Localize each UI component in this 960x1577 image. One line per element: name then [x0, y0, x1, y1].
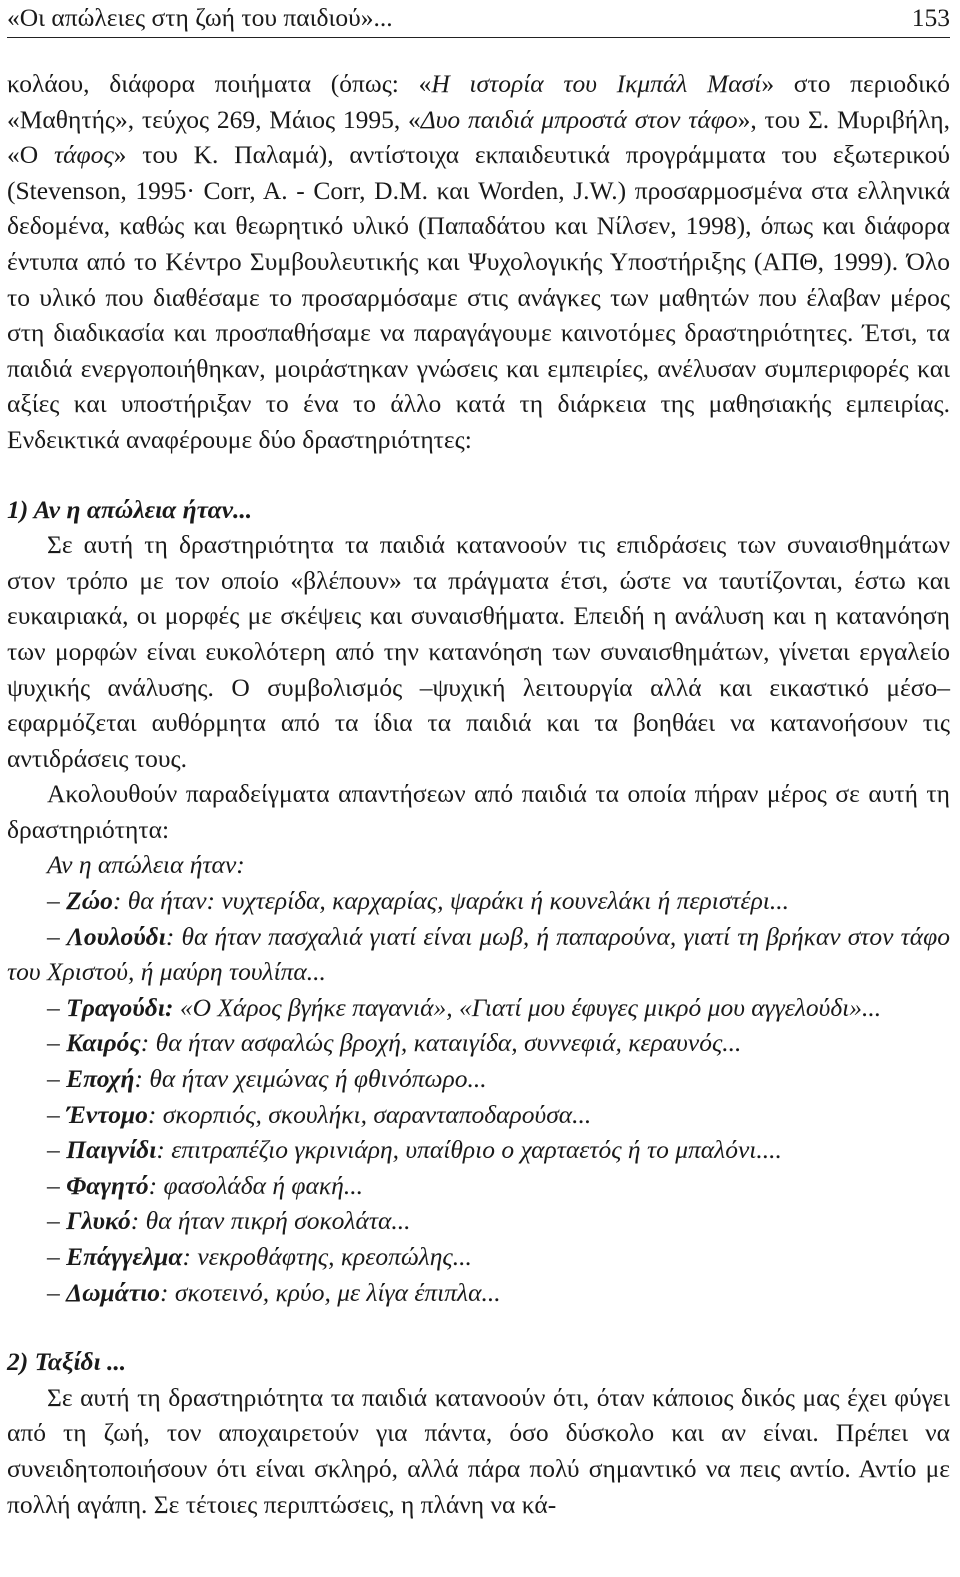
answer-term: Εποχή	[66, 1064, 135, 1094]
answer-term: Δωμάτιο	[66, 1277, 160, 1307]
answer-term: Επάγγελμα	[66, 1242, 183, 1271]
answer-item: – Τραγούδι: «Ο Χάρος βγήκε παγανιά», «Γιατί μου έφυγες μικρό μου αγγελούδι»...	[47, 992, 882, 1022]
answer-term: Λουλούδι	[66, 921, 166, 951]
answers-prompt: Αν η απώλεια ήταν:	[47, 850, 245, 880]
answer-item: – Έντομο: σκορπιός, σκουλήκι, σαρανταποδαρούσα...	[47, 1099, 592, 1129]
answer-text: θα ήταν: νυχτερίδα, καρχαρίας, ψαράκι ή κουνελάκι ή περιστέρι...	[127, 886, 790, 916]
answer-term: Φαγητό	[66, 1170, 149, 1200]
answer-item: – Φαγητό: φασολάδα ή φακή...	[47, 1170, 363, 1200]
section2-paragraph-1: Σε αυτή τη δραστηριότητα τα παιδιά κατανοούν ότι, όταν κάποιος δικός μας έχει φύγει από τη ζωή, τον αποχαιρετούν για πάντα, όσο δύσκολο και αν είναι. Πρέπει να συνειδητοποιήσουν ότι είναι σκληρό, αλλά πάρα πολύ σημαντικό να πεις αντίο. Αντίο με πολλή αγάπη. Σε τέτοιες περιπτώσεις, η πλάνη να κά-	[7, 1382, 950, 1519]
answer-item: – Γλυκό: θα ήταν πικρή σοκολάτα...	[47, 1206, 411, 1236]
answer-text: θα ήταν χειμώνας ή φθινόπωρο...	[149, 1064, 487, 1094]
answer-item: – Παιγνίδι: επιτραπέζιο γκρινιάρη, υπαίθριο ο χαρταετός ή το μπαλόνι....	[47, 1135, 782, 1165]
answer-item: – Ζώο: θα ήταν: νυχτερίδα, καρχαρίας, ψαράκι ή κουνελάκι ή περιστέρι...	[47, 886, 790, 916]
answer-term: Ζώο	[66, 886, 113, 916]
intro-paragraph: κολάου, διάφορα ποιήματα (όπως: «Η ιστορία του Ικμπάλ Μασί» στο περιοδικό «Μαθητής», τεύχος 269, Μάιος 1995, «Δυο παιδιά μπροστά στον τάφο», του Σ. Μυριβήλη, «Ο τάφος» του Κ. Παλαμά), αντίστοιχα εκπαιδευτικά προγράμματα του εξωτερικού (Stevenson, 1995· Corr, A. - Corr, D.M. και Worden, J.W.) προσαρμοσμένα στα ελληνικά δεδομένα, καθώς και θεωρητικό υλικό (Παπαδάτου και Νίλσεν, 1998), όπως και διάφορα έντυπα από το Κέντρο Συμβουλευτικής και Ψυχολογικής Υποστήριξης (ΑΠΘ, 1999). Όλο το υλικό που διαθέσαμε το προσαρμόσαμε στις ανάγκες των μαθητών που έλαβαν μέρος στη διαδικασία και προσπαθήσαμε να παραγάγουμε καινοτόμες δραστηριότητες. Έτσι, τα παιδιά ενεργοποιήθηκαν, μοιράστηκαν γνώσεις και εμπειρίες, ανέλυσαν συμπεριφορές και αξίες και υποστήριξαν το ένα το άλλο κατά τη διάρκεια της μαθησιακής εμπειρίας. Ενδεικτικά αναφέρουμε δύο δραστηριότητες:	[7, 69, 950, 454]
running-title: «Οι απώλειες στη ζωή του παιδιού»...	[7, 3, 393, 32]
answer-text: φασολάδα ή φακή...	[163, 1170, 363, 1200]
section1-paragraph-1: Σε αυτή τη δραστηριότητα τα παιδιά κατανοούν τις επιδράσεις των συναισθημάτων στον τρόπο με τον οποίο «βλέπουν» τα πράγματα έτσι, ώστε να ταυτίζονται, έστω και ευκαιριακά, οι μορφές με σκέψεις και συναισθήματα. Επειδή η ανάλυση και η κατανόηση των μορφών είναι ευκολότερη από την κατανόηση των συναισθημάτων, γίνεται εργαλείο ψυχικής ανάλυσης. Ο συμβολισμός –ψυχική λειτουργία αλλά και εικαστικό μέσο– εφαρμόζεται αυθόρμητα από τα ίδια τα παιδιά και τα βοηθάει να κατανοήσουν τις αντιδράσεις τους.	[7, 530, 950, 773]
answer-item: – Καιρός: θα ήταν ασφαλώς βροχή, καταιγίδα, συννεφιά, κεραυνός...	[47, 1028, 742, 1058]
running-header	[7, 0, 950, 36]
answer-text: θα ήταν πασχαλιά γιατί είναι μωβ, ή παπαρούνα, γιατί τη βρήκαν στον τάφο του Χριστού, ή μαύρη τουλίπα...	[7, 921, 950, 987]
page-number: 153	[911, 3, 950, 32]
answer-item: – Λουλούδι: θα ήταν πασχαλιά γιατί είναι μωβ, ή παπαρούνα, γιατί τη βρήκαν στον τάφο του Χριστού, ή μαύρη τουλίπα...	[7, 921, 950, 987]
answer-text: θα ήταν πικρή σοκολάτα...	[145, 1206, 411, 1236]
answer-text: νεκροθάφτης, κρεοπώλης...	[197, 1242, 472, 1271]
answer-list	[7, 883, 950, 1310]
section-heading-1: 1) Αν η απώλεια ήταν...	[7, 494, 253, 524]
answer-item: – Εποχή: θα ήταν χειμώνας ή φθινόπωρο...	[47, 1064, 487, 1094]
answer-item: – Δωμάτιο: σκοτεινό, κρύο, με λίγα έπιπλα...	[47, 1277, 501, 1307]
answer-text: θα ήταν ασφαλώς βροχή, καταιγίδα, συννεφιά, κεραυνός...	[155, 1028, 742, 1058]
section-heading-2: 2) Ταξίδι ...	[7, 1347, 127, 1377]
answer-term: Καιρός	[66, 1028, 141, 1058]
answer-text: επιτραπέζιο γκρινιάρη, υπαίθριο ο χαρταετός ή το μπαλόνι....	[171, 1135, 782, 1165]
answer-text: «Ο Χάρος βγήκε παγανιά», «Γιατί μου έφυγες μικρό μου αγγελούδι»...	[179, 992, 882, 1022]
answer-term: Τραγούδι:	[66, 992, 174, 1022]
answer-term: Έντομο	[66, 1099, 148, 1129]
answer-item: – Επάγγελμα: νεκροθάφτης, κρεοπώλης...	[47, 1242, 472, 1271]
answer-text: σκοτεινό, κρύο, με λίγα έπιπλα...	[174, 1277, 501, 1307]
section1-paragraph-2: Ακολουθούν παραδείγματα απαντήσεων από παιδιά τα οποία πήραν μέρος σε αυτή τη δραστηριότητα:	[7, 779, 950, 844]
answer-term: Γλυκό	[66, 1206, 131, 1236]
answer-term: Παιγνίδι	[66, 1135, 157, 1165]
answer-text: σκορπιός, σκουλήκι, σαρανταποδαρούσα...	[162, 1099, 592, 1129]
